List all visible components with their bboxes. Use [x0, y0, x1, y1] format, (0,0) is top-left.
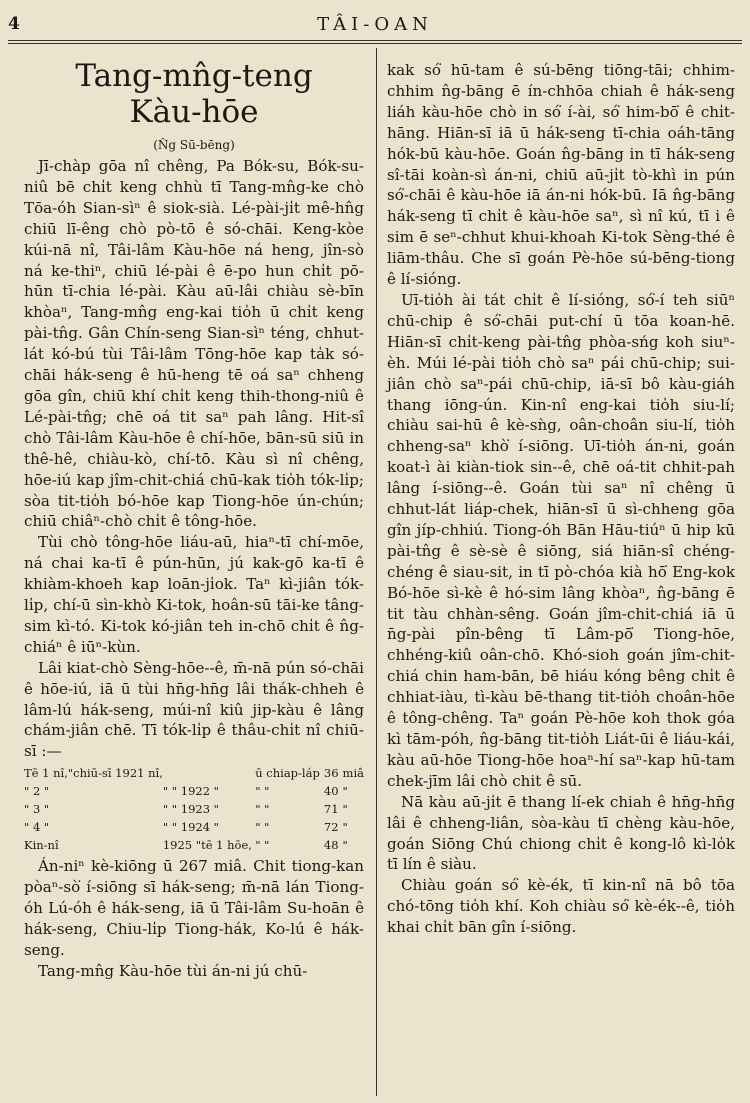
stats-row: Tē 1 nî,"chiū-sī 1921 nî, ū chiap-láp 36 miâ — [24, 766, 364, 781]
right-paragraph-3: Nā kàu aū-ji̍t ē thang lí-ek chiah ê hn̄g-hn̄g lâi ê chheng-liân, sòa-kàu tī chèng kàu-hōe, goán Siōng Chú chiong chi̍t ê kong-lô kì-lo̍k tī lín ê siàu. — [387, 792, 735, 874]
article-title — [24, 58, 364, 130]
publication-title: TÂI-OAN — [317, 14, 433, 35]
column-divider — [376, 48, 377, 1096]
left-paragraph-2: Tùi chò tông-hōe liáu-aū, hiaⁿ-tī chí-mōe, ná chai ka-tī ê pún-hūn, jú kak-gō ka-tī ê khiàm-khoeh kap loān-ji̍ok. Taⁿ kì-jiân tók-li̍p, chí-ū sìn-khò Ki-tok, hoân-sū tāi-ke tâng-sim kì-tó. Ki-tok kó-jiân teh in-chō chi̍t ê n̂g-chiáⁿ ê iūⁿ-kùn. — [24, 533, 364, 656]
article-byline: (N̂g Sū-bēng) — [153, 138, 235, 152]
left-paragraph-3: Lâi kiat-chò Sèng-hōe--ê, m̄-nā pún só-chāi ê hōe-iú, iā ū tùi hn̄g-hn̄g lâi thák-chheh ê lâm-lú hák-seng, múi-nî kiû jip-kàu ê lâng chám-jiân chē. Tī tók-li̍p ê thâu-chi̍t nî chiū-sī :— — [24, 658, 364, 761]
page-number: 4 — [8, 14, 20, 34]
right-paragraph-1: kak só͘ hū-tam ê sú-bēng tiōng-tāi; chhim-chhim n̂g-bāng ē ín-chhōa chiah ê hák-seng liáh kàu-hōe chò in só͘ í-ài, só͘ him-bō͘ ê chi̍t-hāng. Hiān-sī iā ū hák-seng tī-chia oáh-tāng hók-bū kàu-hōe. Goán n̂g-bāng in tī hák-seng sî-tāi koàn-sì án-ni, chiū aū-ji̍t tò-khì in pún só͘-chāi ê kàu-hōe iā án-ni hók-bū. Iā n̂g-bāng hák-seng tī chi̍t ê kàu-hōe saⁿ, sì nî kú, tī i ê sim ē seⁿ-chhut khui-khoah Ki-tok Sèng-thé ê liām-thâu. Che sī goán Pè-hōe sú-bēng-tiong ê lí-sióng. — [387, 61, 735, 289]
membership-stats-table — [24, 764, 364, 854]
article-title-line2: Kàu-hōe — [129, 94, 259, 130]
article-title-line1: Tang-mn̂g-teng — [75, 58, 313, 94]
left-paragraph-4: Án-niⁿ kè-kiōng ū 267 miâ. Chit tiong-kan pòaⁿ-sò͘ í-siōng sī hák-seng; m̄-nā lán Tiong-óh Lú-óh ê hák-seng, iā ū Tâi-lâm Su-hoān ê hák-seng, Chiu-li̍p Tiong-hák, Ko-lú ê hák-seng. — [24, 857, 364, 959]
left-column — [24, 54, 364, 982]
header-rule-top — [8, 40, 742, 41]
right-column — [387, 60, 735, 938]
left-paragraph-1: Jī-chàp gōa nî chêng, Pa Bók-su, Bók-su-niû bē chi̍t keng chhù tī Tang-mn̂g-ke chò Tōa-óh Sian-sìⁿ ê siok-sià. Lé-pài-ji̍t mê-hn̂g chiū lī-êng chò pò-tō ê só-chāi. Keng-kòe kúi-nā nî, Tâi-lâm Kàu-hōe ná heng, jîn-sò ná ke-thiⁿ, chiū lé-pài ê ē-po hun chi̍t pō-hūn tī-chia lé-pài. Kàu aū-lâi chiàu sè-bīn khòaⁿ, Tang-mn̂g eng-kai tio̍h ū chi̍t keng pài-tn̂g. Gân Chín-seng Sian-sìⁿ téng, chhut-lát kó-bú tùi Tâi-lâm Tōng-hōe kap ta̍k só-chāi hák-seng ê hū-heng tē oá saⁿ chheng gōa gîn, chiū khí chi̍t keng thih-thong-niû ê Lé-pài-tn̂g; chē oá tit saⁿ pah lâng. Hit-sî chò Tâi-lâm Kàu-hōe ê chí-hōe, bān-sū siū in thê-hê, chiàu-kò, chí-tō. Kàu sì nî chêng, hōe-iú kap jîm-chit-chiá chū-kak tio̍h tók-li̍p; sòa tit-tio̍h bó-hōe kap Tiong-hōe ún-chún; chiū chiâⁿ-chò chi̍t ê tông-hōe. — [24, 157, 364, 531]
left-paragraph-5: Tang-mn̂g Kàu-hōe tùi án-ni jú chū- — [38, 961, 308, 980]
header-rule-bottom — [8, 43, 742, 44]
stats-row: Kin-nî 1925 "tē 1 hōe, " " 48 " — [24, 838, 348, 853]
right-paragraph-4: Chiàu goán só͘ kè-ék, tī kin-nî nā bô tōa chó-tōng tio̍h khí. Koh chiàu só͘ kè-ék--ê, tio̍h khai chi̍t bān gîn í-siōng. — [387, 876, 735, 937]
stats-row: " 3 " " " 1923 " " " 71 " — [24, 802, 348, 817]
right-paragraph-2: Uī-tio̍h ài tát chi̍t ê lí-sióng, só͘-í teh siūⁿ chū-chip ê só͘-chāi put-chí ū tōa koan-hē. Hiān-sī chi̍t-keng pài-tn̂g phòa-sńg koh siuⁿ-èh. Múi lé-pài tio̍h chò saⁿ pái chū-chip; sui-jiân chò saⁿ-pái chū-chip, iā-sī bô kàu-giáh thang iōng-ún. Kin-nî eng-kai tio̍h siu-lí; chiàu sai-hū ê kè-sǹg, oân-choân siu-lí, tio̍h chheng-saⁿ khò͘ í-siōng. Uī-tio̍h án-ni, goán koat-ì ài kiàn-tiok sin--ê, chē oá-tit chhit-pah lâng í-siōng--ê. Goán tùi saⁿ nî chêng ū chhut-lát liáp-chek, hiān-sī ū sì-chheng gōa gîn jíp-chhiú. Tiong-óh Bān Hāu-tiúⁿ ū hip kū pài-tn̂g ê sè-sè ê siōng, siá hiān-sî chéng-chéng ê siau-sit, in tī pò-chóa kià hō͘ Eng-kok Bó-hōe sì-kè ê hó-sim lâng khòaⁿ, n̂g-bāng ē tit tàu chhàn-sêng. Goán jîm-chit-chiá iā ū n̄g-pài pîn-bêng tī Lâm-pō͘ Tiong-hōe, chhéng-kiû oân-chō. Khó-sioh goán jîm-chit-chiá chin ham-bān, bē hiáu kóng bêng chi̍t ê chhiat-iàu, tì-kàu bē-thang tit-tio̍h choân-hōe ê tông-chêng. Taⁿ goán Pè-hōe koh thok góa kì tām-póh, n̂g-bāng tit-tio̍h Liát-ūi ê liáu-kái, kàu aū-hōe Tiong-hōe hoaⁿ-hí saⁿ-kap hū-tam chek-jīm lâi chò chit ê sū. — [387, 290, 735, 790]
stats-row: " 2 " " " 1922 " " " 40 " — [24, 784, 348, 799]
stats-row: " 4 " " " 1924 " " " 72 " — [24, 820, 348, 835]
